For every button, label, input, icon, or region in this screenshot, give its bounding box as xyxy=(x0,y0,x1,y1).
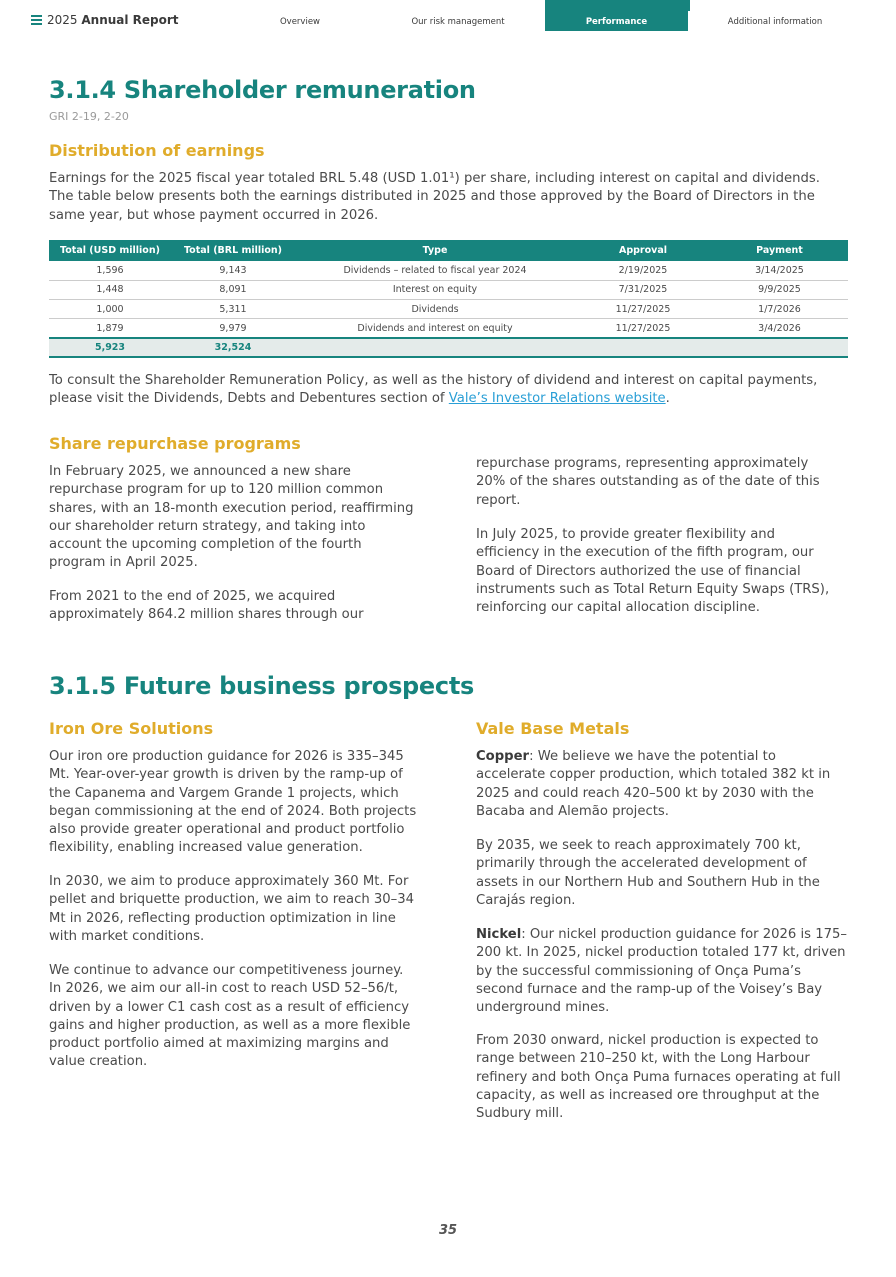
column-header: Type xyxy=(295,240,575,261)
table-cell: 1,596 xyxy=(49,261,171,280)
table-cell: 11/27/2025 xyxy=(575,300,711,319)
total-usd: 5,923 xyxy=(49,338,171,357)
table-cell: Interest on equity xyxy=(295,280,575,299)
table-row xyxy=(49,319,848,338)
column-header: Total (USD million) xyxy=(49,240,171,261)
table-row xyxy=(49,280,848,299)
nickel-label: Nickel xyxy=(476,927,522,942)
consult-paragraph: To consult the Shareholder Remuneration Policy, as well as the history of dividend and interest on capital payments, please visit the Dividends, Debts and Debentures section of Vale’s Investor Relations website. xyxy=(49,373,818,407)
copper-paragraph-2: By 2035, we seek to reach approximately 700 kt, primarily through the accelerated development of assets in our Northern Hub and Southern Hub in the Carajás region. xyxy=(476,838,820,908)
gri-reference: GRI 2-19, 2-20 xyxy=(49,110,129,123)
table-cell: 1/7/2026 xyxy=(711,300,848,319)
table-cell: Dividends xyxy=(295,300,575,319)
earnings-table xyxy=(49,240,848,358)
heading-iron-ore-solutions: Iron Ore Solutions xyxy=(49,719,214,738)
column-header: Payment xyxy=(711,240,848,261)
page-number: 35 xyxy=(438,1223,458,1238)
iron-paragraph-2: In 2030, we aim to produce approximately 360 Mt. For pellet and briquette production, we aim to reach 30–34 Mt in 2026, reflecting production optimization in line with market conditions. xyxy=(49,874,415,944)
total-brl: 32,524 xyxy=(171,338,295,357)
table-cell: Dividends – related to fiscal year 2024 xyxy=(295,261,575,280)
nickel-paragraph-2: From 2030 onward, nickel production is expected to range between 210–250 kt, with the Long Harbour refinery and both Onça Puma furnaces operating at full capacity, as well as increased ore throughput at the Sudbury mill. xyxy=(476,1033,841,1122)
table-cell: 3/14/2025 xyxy=(711,261,848,280)
nav-active-marker xyxy=(688,0,690,11)
table-header-row xyxy=(49,240,848,261)
table-cell: 1,000 xyxy=(49,300,171,319)
table-row xyxy=(49,300,848,319)
table-cell: 11/27/2025 xyxy=(575,319,711,338)
section-title-future-prospects: 3.1.5 Future business prospects xyxy=(49,672,474,700)
nav-tab-performance[interactable]: Performance xyxy=(545,0,688,31)
nav-tab-overview[interactable]: Overview xyxy=(279,16,321,27)
top-navigation-bar xyxy=(0,0,896,40)
menu-icon[interactable] xyxy=(31,15,42,25)
heading-distribution-of-earnings: Distribution of earnings xyxy=(49,141,265,160)
nav-tab-risk-management[interactable]: Our risk management xyxy=(411,16,505,27)
table-cell: 8,091 xyxy=(171,280,295,299)
column-header: Total (BRL million) xyxy=(171,240,295,261)
table-cell: 9,143 xyxy=(171,261,295,280)
repurchase-paragraph-3: repurchase programs, representing approximately 20% of the shares outstanding as of the date of this report. xyxy=(476,456,820,508)
table-cell: 1,879 xyxy=(49,319,171,338)
table-cell: 3/4/2026 xyxy=(711,319,848,338)
investor-relations-link[interactable]: Vale’s Investor Relations website xyxy=(448,391,666,407)
table-cell: 2/19/2025 xyxy=(575,261,711,280)
copper-paragraph-1: Copper: We believe we have the potential to accelerate copper production, which totaled 382 kt in 2025 and could reach 420–500 kt by 2030 with the Bacaba and Alemão projects. xyxy=(476,749,831,819)
table-cell: 5,311 xyxy=(171,300,295,319)
repurchase-paragraph-1: In February 2025, we announced a new share repurchase program for up to 120 million common shares, with an 18-month execution period, reaffirming our shareholder return strategy, and taking into account the upcoming completion of the fourth program in April 2025. xyxy=(49,464,414,571)
consult-text: To consult the Shareholder Remuneration Policy, as well as the history of dividend and interest on capital payments, please visit the Dividends, Debts and Debentures section of xyxy=(49,373,818,407)
table-cell: 9/9/2025 xyxy=(711,280,848,299)
repurchase-paragraph-4: In July 2025, to provide greater flexibility and efficiency in the execution of the fifth program, our Board of Directors authorized the use of financial instruments such as Total Return Equity Swaps (TRS), reinforcing our capital allocation discipline. xyxy=(476,527,830,616)
table-cell: 1,448 xyxy=(49,280,171,299)
section-title-shareholder-remuneration: 3.1.4 Shareholder remuneration xyxy=(49,76,476,104)
iron-paragraph-3: We continue to advance our competitiveness journey. In 2026, we aim our all-in cost to reach USD 52–56/t, driven by a lower C1 cash cost as a result of efficiency gains and higher production, as well as a more flexible product portfolio aimed at maximizing margins and value creation. xyxy=(49,963,411,1070)
table-cell: 9,979 xyxy=(171,319,295,338)
report-brand[interactable] xyxy=(47,13,179,27)
heading-vale-base-metals: Vale Base Metals xyxy=(476,719,630,738)
copper-label: Copper xyxy=(476,749,530,764)
nickel-paragraph-1: Nickel: Our nickel production guidance for 2026 is 175–200 kt. In 2025, nickel production totaled 177 kt, driven by the successful commissioning of Onça Puma’s second furnace and the ramp-up of the Voisey’s Bay underground mines. xyxy=(476,927,847,1016)
table-cell: 7/31/2025 xyxy=(575,280,711,299)
brand-year: 2025 xyxy=(47,13,78,27)
brand-title: Annual Report xyxy=(81,13,179,27)
nav-tab-additional-information[interactable]: Additional information xyxy=(727,16,823,27)
distribution-paragraph: Earnings for the 2025 fiscal year totaled BRL 5.48 (USD 1.01¹) per share, including interest on capital and dividends. The table below presents both the earnings distributed in 2025 and those approved by the Board of Directors in the same year, but whose payment occurred in 2026. xyxy=(49,171,820,223)
repurchase-paragraph-2: From 2021 to the end of 2025, we acquired approximately 864.2 million shares through our xyxy=(49,589,364,623)
table-total-row xyxy=(49,338,848,357)
table-cell: Dividends and interest on equity xyxy=(295,319,575,338)
column-header: Approval xyxy=(575,240,711,261)
heading-share-repurchase: Share repurchase programs xyxy=(49,434,301,453)
table-row xyxy=(49,261,848,280)
iron-paragraph-1: Our iron ore production guidance for 2026 is 335–345 Mt. Year-over-year growth is driven by the ramp-up of the Capanema and Vargem Grande 1 projects, which began commissioning at the end of 2024. Both projects also provide greater operational and product portfolio flexibility, enabling increased value generation. xyxy=(49,749,417,856)
